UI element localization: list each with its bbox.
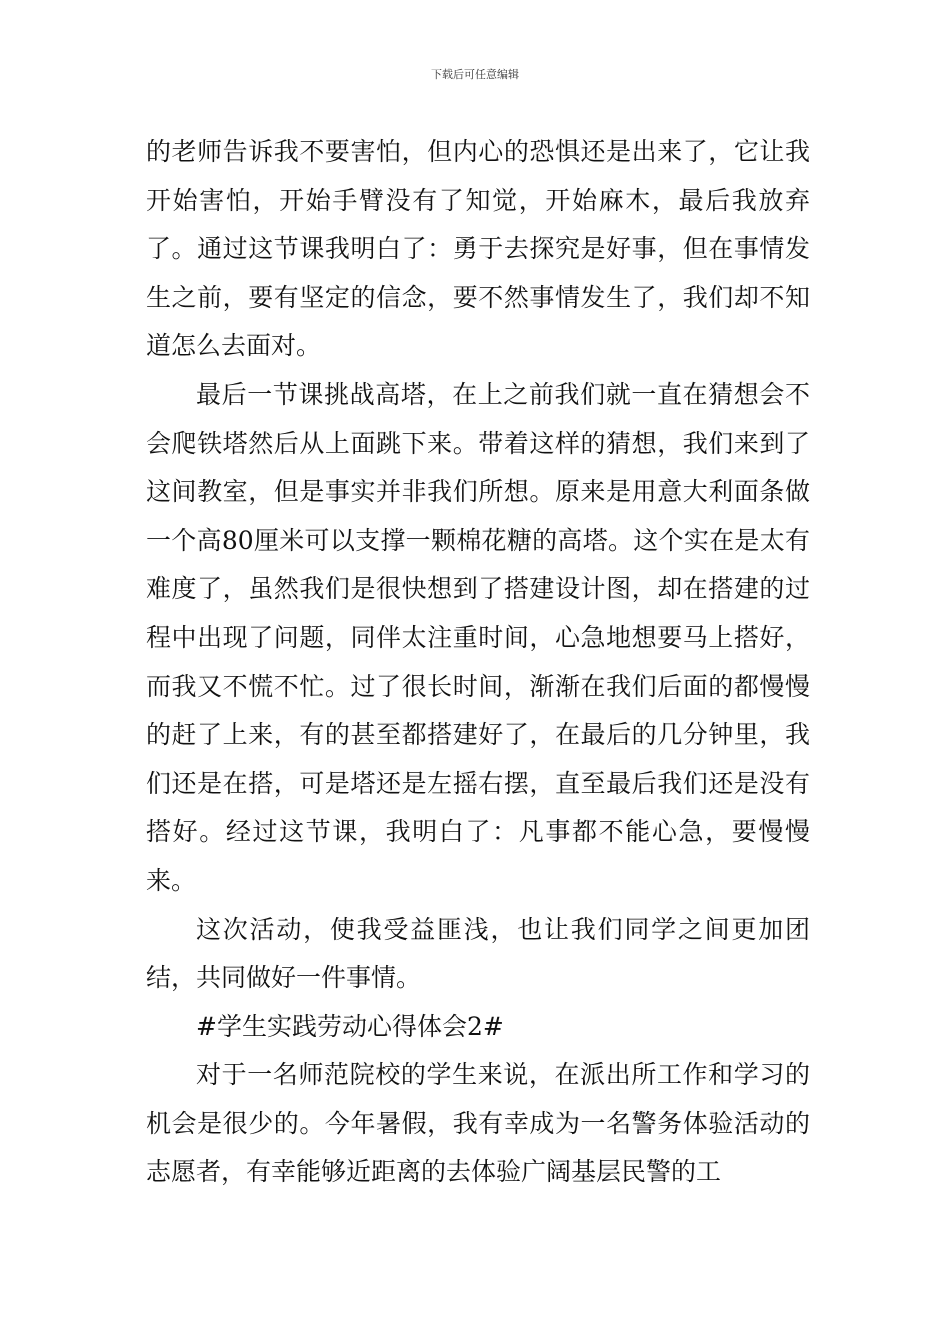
page-header: 下载后可任意编辑	[431, 68, 519, 81]
document-body	[146, 128, 810, 1197]
paragraph-police-experience: 对于一名师范院校的学生来说，在派出所工作和学习的机会是很少的。今年暑假，我有幸成为一名警务体验活动的志愿者，有幸能够近距离的去体验广阔基层民警的工	[146, 1060, 810, 1187]
paragraph-conclusion: 这次活动，使我受益匪浅，也让我们同学之间更加团结，共同做好一件事情。	[146, 914, 810, 993]
paragraph-tower-challenge: 最后一节课挑战高塔，在上之前我们就一直在猜想会不会爬铁塔然后从上面跳下来。带着这样的猜想，我们来到了这间教室，但是事实并非我们所想。原来是用意大利面条做一个高80厘米可以支撑一颗棉花糖的高塔。这个实在是太有难度了，虽然我们是很快想到了搭建设计图，却在搭建的过程中出现了问题，同伴太注重时间，心急地想要马上搭好，而我又不慌不忙。过了很长时间，渐渐在我们后面的都慢慢的赶了上来，有的甚至都搭建好了，在最后的几分钟里，我们还是在搭，可是塔还是左摇右摆，直至最后我们还是没有搭好。经过这节课，我明白了：凡事都不能心急，要慢慢来。	[146, 379, 810, 895]
paragraph-continuation: 的老师告诉我不要害怕，但内心的恐惧还是出来了，它让我开始害怕，开始手臂没有了知觉，开始麻木，最后我放弃了。通过这节课我明白了：勇于去探究是好事，但在事情发生之前，要有坚定的信念，要不然事情发生了，我们却不知道怎么去面对。	[146, 137, 810, 361]
section-heading: #学生实践劳动心得体会2#	[196, 1011, 504, 1041]
